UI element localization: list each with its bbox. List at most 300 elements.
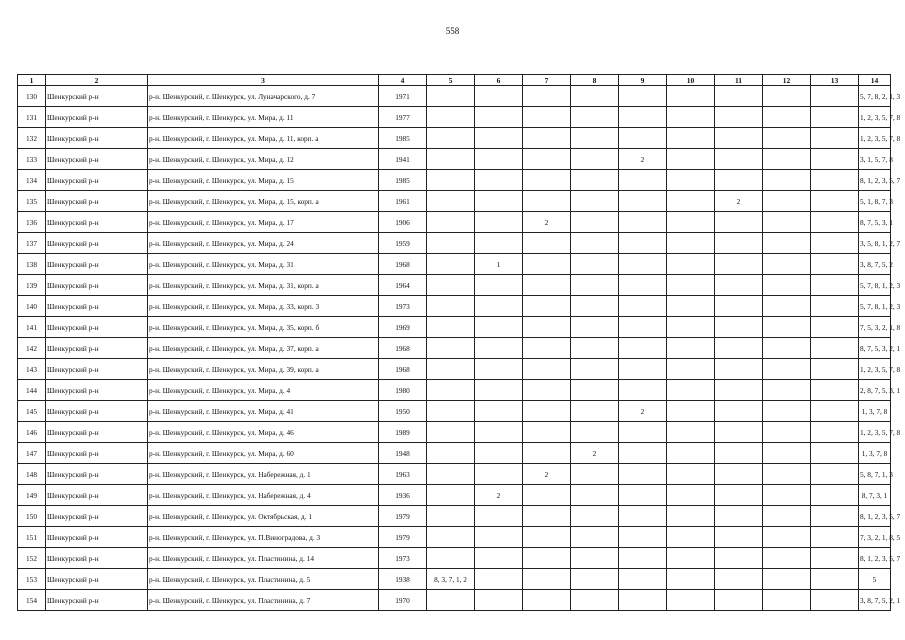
cell-district: Шенкурский р-н: [46, 191, 148, 212]
cell-row-number: 131: [18, 107, 46, 128]
cell-col-12: [763, 422, 811, 443]
cell-col-12: [763, 464, 811, 485]
cell-col-12: [763, 212, 811, 233]
cell-col-9: [619, 233, 667, 254]
cell-year-built: 1973: [379, 548, 427, 569]
cell-year-built: 1948: [379, 443, 427, 464]
cell-address: р-н. Шенкурский, г. Шенкурск, ул. Мира, д. 4: [148, 380, 379, 401]
cell-district: Шенкурский р-н: [46, 149, 148, 170]
cell-col-14: 8, 1, 2, 3, 5, 7: [859, 506, 891, 527]
cell-col-12: [763, 149, 811, 170]
cell-col-12: [763, 275, 811, 296]
cell-col-8: [571, 506, 619, 527]
cell-col-5: [427, 296, 475, 317]
cell-row-number: 138: [18, 254, 46, 275]
cell-row-number: 142: [18, 338, 46, 359]
cell-district: Шенкурский р-н: [46, 338, 148, 359]
cell-row-number: 143: [18, 359, 46, 380]
cell-col-13: [811, 401, 859, 422]
table-row: [18, 506, 891, 527]
cell-year-built: 1963: [379, 464, 427, 485]
cell-col-6: [475, 275, 523, 296]
cell-col-12: [763, 359, 811, 380]
cell-col-14: 5: [859, 569, 891, 590]
cell-address: р-н. Шенкурский, г. Шенкурск, ул. Мира, д. 11, корп. а: [148, 128, 379, 149]
cell-year-built: 1989: [379, 422, 427, 443]
cell-district: Шенкурский р-н: [46, 86, 148, 107]
cell-col-7: [523, 506, 571, 527]
cell-col-12: [763, 296, 811, 317]
cell-year-built: 1973: [379, 296, 427, 317]
cell-col-11: [715, 380, 763, 401]
cell-col-7: [523, 485, 571, 506]
table-row: [18, 401, 891, 422]
cell-col-12: [763, 485, 811, 506]
cell-col-9: [619, 464, 667, 485]
table-row: [18, 296, 891, 317]
cell-col-13: [811, 296, 859, 317]
cell-col-10: [667, 485, 715, 506]
cell-col-13: [811, 380, 859, 401]
cell-col-14: 5, 7, 8, 2, 1, 3: [859, 86, 891, 107]
cell-col-9: [619, 485, 667, 506]
cell-col-7: 2: [523, 464, 571, 485]
cell-year-built: 1980: [379, 380, 427, 401]
cell-address: р-н. Шенкурский, г. Шенкурск, ул. Мира, д. 46: [148, 422, 379, 443]
cell-col-10: [667, 170, 715, 191]
table-row: [18, 233, 891, 254]
cell-col-8: [571, 590, 619, 611]
cell-col-14: 5, 7, 8, 1, 2, 3: [859, 296, 891, 317]
cell-col-13: [811, 506, 859, 527]
cell-col-5: [427, 422, 475, 443]
cell-col-7: [523, 275, 571, 296]
cell-col-12: [763, 233, 811, 254]
cell-col-10: [667, 107, 715, 128]
cell-col-13: [811, 548, 859, 569]
table-row: [18, 590, 891, 611]
table-row: [18, 107, 891, 128]
cell-col-12: [763, 128, 811, 149]
page-number: 558: [445, 26, 460, 36]
cell-col-9: 2: [619, 149, 667, 170]
column-header-1: 1: [18, 75, 46, 86]
cell-col-8: [571, 149, 619, 170]
table-row: [18, 527, 891, 548]
cell-col-10: [667, 275, 715, 296]
cell-col-10: [667, 233, 715, 254]
cell-col-8: [571, 254, 619, 275]
column-header-4: 4: [379, 75, 427, 86]
cell-col-8: [571, 233, 619, 254]
cell-col-7: 2: [523, 212, 571, 233]
cell-col-8: [571, 359, 619, 380]
cell-col-6: [475, 317, 523, 338]
cell-col-7: [523, 128, 571, 149]
cell-col-7: [523, 590, 571, 611]
cell-district: Шенкурский р-н: [46, 548, 148, 569]
cell-col-6: [475, 569, 523, 590]
cell-year-built: 1969: [379, 317, 427, 338]
cell-address: р-н. Шенкурский, г. Шенкурск, ул. Набережная, д. 1: [148, 464, 379, 485]
cell-address: р-н. Шенкурский, г. Шенкурск, ул. Мира, д. 15: [148, 170, 379, 191]
cell-col-5: [427, 338, 475, 359]
cell-col-14: 7, 3, 2, 1, 8, 5: [859, 527, 891, 548]
cell-col-10: [667, 317, 715, 338]
cell-col-9: [619, 338, 667, 359]
cell-col-11: [715, 506, 763, 527]
cell-col-9: [619, 275, 667, 296]
cell-col-7: [523, 296, 571, 317]
cell-address: р-н. Шенкурский, г. Шенкурск, ул. Мира, д. 11: [148, 107, 379, 128]
cell-col-6: [475, 422, 523, 443]
cell-district: Шенкурский р-н: [46, 107, 148, 128]
cell-district: Шенкурский р-н: [46, 422, 148, 443]
cell-col-7: [523, 548, 571, 569]
cell-year-built: 1979: [379, 506, 427, 527]
cell-col-10: [667, 548, 715, 569]
cell-address: р-н. Шенкурский, г. Шенкурск, ул. Луначарского, д. 7: [148, 86, 379, 107]
cell-row-number: 137: [18, 233, 46, 254]
cell-col-5: [427, 317, 475, 338]
cell-col-5: [427, 254, 475, 275]
cell-col-12: [763, 170, 811, 191]
cell-col-11: [715, 485, 763, 506]
cell-col-13: [811, 527, 859, 548]
cell-col-12: [763, 191, 811, 212]
cell-col-6: [475, 86, 523, 107]
cell-col-9: [619, 317, 667, 338]
cell-col-14: 3, 1, 5, 7, 8: [859, 149, 891, 170]
cell-col-13: [811, 569, 859, 590]
cell-col-8: [571, 569, 619, 590]
cell-col-8: [571, 275, 619, 296]
cell-col-8: [571, 296, 619, 317]
cell-col-13: [811, 359, 859, 380]
table-row: [18, 338, 891, 359]
cell-row-number: 152: [18, 548, 46, 569]
cell-col-11: [715, 254, 763, 275]
cell-district: Шенкурский р-н: [46, 212, 148, 233]
cell-address: р-н. Шенкурский, г. Шенкурск, ул. Пластинина, д. 14: [148, 548, 379, 569]
cell-col-10: [667, 464, 715, 485]
cell-address: р-н. Шенкурский, г. Шенкурск, ул. Мира, д. 12: [148, 149, 379, 170]
cell-col-6: 1: [475, 254, 523, 275]
cell-row-number: 145: [18, 401, 46, 422]
cell-address: р-н. Шенкурский, г. Шенкурск, ул. Мира, д. 31: [148, 254, 379, 275]
cell-col-7: [523, 170, 571, 191]
cell-col-9: [619, 527, 667, 548]
cell-col-6: [475, 401, 523, 422]
cell-col-5: [427, 464, 475, 485]
cell-address: р-н. Шенкурский, г. Шенкурск, ул. Мира, д. 37, корп. а: [148, 338, 379, 359]
cell-col-6: [475, 107, 523, 128]
cell-col-14: 8, 1, 2, 3, 5, 7: [859, 170, 891, 191]
cell-row-number: 132: [18, 128, 46, 149]
cell-row-number: 144: [18, 380, 46, 401]
cell-col-13: [811, 422, 859, 443]
cell-year-built: 1941: [379, 149, 427, 170]
cell-col-10: [667, 443, 715, 464]
cell-col-7: [523, 422, 571, 443]
cell-col-6: [475, 149, 523, 170]
table-row: [18, 86, 891, 107]
cell-district: Шенкурский р-н: [46, 464, 148, 485]
table-row: [18, 275, 891, 296]
cell-district: Шенкурский р-н: [46, 569, 148, 590]
cell-district: Шенкурский р-н: [46, 296, 148, 317]
cell-district: Шенкурский р-н: [46, 527, 148, 548]
cell-col-14: 2, 8, 7, 5, 3, 1: [859, 380, 891, 401]
cell-col-8: [571, 170, 619, 191]
cell-col-11: [715, 296, 763, 317]
cell-address: р-н. Шенкурский, г. Шенкурск, ул. Пластинина, д. 7: [148, 590, 379, 611]
cell-col-13: [811, 170, 859, 191]
cell-col-12: [763, 86, 811, 107]
cell-row-number: 153: [18, 569, 46, 590]
cell-col-12: [763, 569, 811, 590]
cell-district: Шенкурский р-н: [46, 359, 148, 380]
cell-col-14: 3, 5, 8, 1, 2, 7: [859, 233, 891, 254]
cell-col-5: [427, 443, 475, 464]
cell-col-12: [763, 443, 811, 464]
cell-col-9: [619, 296, 667, 317]
cell-col-5: [427, 149, 475, 170]
cell-col-11: [715, 149, 763, 170]
cell-address: р-н. Шенкурский, г. Шенкурск, ул. Мира, д. 33, корп. 3: [148, 296, 379, 317]
cell-col-14: 8, 7, 5, 3, 2, 1: [859, 338, 891, 359]
cell-col-5: [427, 170, 475, 191]
cell-col-14: 8, 1, 2, 3, 5, 7: [859, 548, 891, 569]
cell-col-8: [571, 128, 619, 149]
cell-col-11: [715, 275, 763, 296]
cell-col-5: [427, 527, 475, 548]
cell-col-14: 1, 2, 3, 5, 7, 8: [859, 107, 891, 128]
cell-year-built: 1977: [379, 107, 427, 128]
table-body: [18, 86, 901, 611]
column-header-6: 6: [475, 75, 523, 86]
cell-col-11: [715, 317, 763, 338]
cell-col-12: [763, 590, 811, 611]
cell-col-11: [715, 170, 763, 191]
cell-row-number: 147: [18, 443, 46, 464]
cell-year-built: 1979: [379, 527, 427, 548]
cell-address: р-н. Шенкурский, г. Шенкурск, ул. Мира, д. 31, корп. а: [148, 275, 379, 296]
cell-district: Шенкурский р-н: [46, 590, 148, 611]
cell-col-7: [523, 254, 571, 275]
cell-col-14: 3, 8, 7, 5, 2: [859, 254, 891, 275]
cell-row-number: 135: [18, 191, 46, 212]
cell-col-10: [667, 527, 715, 548]
cell-col-11: [715, 86, 763, 107]
cell-year-built: 1938: [379, 569, 427, 590]
cell-col-13: [811, 86, 859, 107]
cell-col-6: [475, 128, 523, 149]
column-header-9: 9: [619, 75, 667, 86]
cell-col-11: [715, 590, 763, 611]
cell-col-10: [667, 401, 715, 422]
cell-district: Шенкурский р-н: [46, 401, 148, 422]
column-header-13: 13: [811, 75, 859, 86]
cell-year-built: 1971: [379, 86, 427, 107]
cell-col-13: [811, 464, 859, 485]
cell-col-6: [475, 548, 523, 569]
cell-col-12: [763, 338, 811, 359]
cell-address: р-н. Шенкурский, г. Шенкурск, ул. Мира, д. 24: [148, 233, 379, 254]
cell-col-8: [571, 338, 619, 359]
cell-col-14: 1, 2, 3, 5, 7, 8: [859, 422, 891, 443]
cell-col-6: [475, 359, 523, 380]
column-header-3: 3: [148, 75, 379, 86]
cell-address: р-н. Шенкурский, г. Шенкурск, ул. Мира, д. 15, корп. а: [148, 191, 379, 212]
cell-col-9: [619, 107, 667, 128]
cell-row-number: 130: [18, 86, 46, 107]
cell-col-9: [619, 86, 667, 107]
cell-col-10: [667, 254, 715, 275]
cell-col-12: [763, 254, 811, 275]
cell-col-7: [523, 338, 571, 359]
table-row: [18, 485, 891, 506]
cell-col-10: [667, 296, 715, 317]
cell-col-13: [811, 338, 859, 359]
cell-col-5: [427, 485, 475, 506]
cell-year-built: 1970: [379, 590, 427, 611]
cell-col-13: [811, 107, 859, 128]
cell-col-14: 1, 2, 3, 5, 7, 8: [859, 128, 891, 149]
table-row: [18, 212, 891, 233]
cell-col-13: [811, 233, 859, 254]
cell-col-6: [475, 338, 523, 359]
cell-col-6: [475, 590, 523, 611]
cell-col-6: [475, 170, 523, 191]
cell-col-14: 7, 5, 3, 2, 1, 8: [859, 317, 891, 338]
cell-year-built: 1950: [379, 401, 427, 422]
cell-col-11: [715, 359, 763, 380]
cell-col-7: [523, 380, 571, 401]
cell-col-8: [571, 401, 619, 422]
column-header-14: 14: [859, 75, 891, 86]
cell-col-6: [475, 527, 523, 548]
cell-row-number: 134: [18, 170, 46, 191]
cell-col-7: [523, 359, 571, 380]
cell-year-built: 1968: [379, 254, 427, 275]
cell-address: р-н. Шенкурский, г. Шенкурск, ул. Набережная, д. 4: [148, 485, 379, 506]
table-row: [18, 254, 891, 275]
cell-col-14: 3, 8, 7, 5, 2, 1: [859, 590, 891, 611]
cell-col-14: 1, 2, 3, 5, 7, 8: [859, 359, 891, 380]
cell-col-6: [475, 233, 523, 254]
cell-col-5: 8, 3, 7, 1, 2: [427, 569, 475, 590]
cell-col-13: [811, 254, 859, 275]
cell-address: р-н. Шенкурский, г. Шенкурск, ул. Мира, д. 60: [148, 443, 379, 464]
table-row: [18, 548, 891, 569]
cell-col-9: [619, 443, 667, 464]
cell-col-9: [619, 548, 667, 569]
cell-col-5: [427, 128, 475, 149]
cell-col-11: [715, 422, 763, 443]
cell-col-7: [523, 233, 571, 254]
cell-col-9: [619, 380, 667, 401]
cell-district: Шенкурский р-н: [46, 254, 148, 275]
cell-col-10: [667, 590, 715, 611]
cell-col-9: [619, 422, 667, 443]
cell-col-5: [427, 359, 475, 380]
housing-register-table: [17, 74, 901, 611]
cell-year-built: 1985: [379, 128, 427, 149]
cell-row-number: 151: [18, 527, 46, 548]
cell-col-6: [475, 191, 523, 212]
cell-col-10: [667, 212, 715, 233]
cell-year-built: 1906: [379, 212, 427, 233]
cell-col-5: [427, 380, 475, 401]
cell-col-6: [475, 380, 523, 401]
cell-year-built: 1968: [379, 359, 427, 380]
cell-col-10: [667, 422, 715, 443]
cell-col-11: [715, 443, 763, 464]
column-header-12: 12: [763, 75, 811, 86]
cell-col-8: [571, 485, 619, 506]
cell-col-6: [475, 212, 523, 233]
cell-row-number: 149: [18, 485, 46, 506]
column-header-2: 2: [46, 75, 148, 86]
cell-col-11: [715, 338, 763, 359]
cell-col-14: 5, 8, 7, 1, 3: [859, 464, 891, 485]
cell-row-number: 148: [18, 464, 46, 485]
cell-col-12: [763, 380, 811, 401]
cell-col-11: [715, 107, 763, 128]
cell-col-7: [523, 443, 571, 464]
cell-col-7: [523, 569, 571, 590]
cell-col-7: [523, 191, 571, 212]
cell-col-6: [475, 506, 523, 527]
cell-col-8: [571, 422, 619, 443]
table-row: [18, 380, 891, 401]
table-row: [18, 359, 891, 380]
table-row: [18, 128, 891, 149]
cell-district: Шенкурский р-н: [46, 128, 148, 149]
table-header: [18, 75, 891, 86]
cell-col-14: 8, 7, 5, 3, 1: [859, 212, 891, 233]
cell-col-5: [427, 191, 475, 212]
cell-year-built: 1968: [379, 338, 427, 359]
cell-col-14: 1, 3, 7, 8: [859, 443, 891, 464]
cell-col-6: [475, 296, 523, 317]
cell-row-number: 133: [18, 149, 46, 170]
cell-col-11: [715, 233, 763, 254]
cell-col-10: [667, 506, 715, 527]
column-header-5: 5: [427, 75, 475, 86]
cell-district: Шенкурский р-н: [46, 317, 148, 338]
cell-col-13: [811, 212, 859, 233]
cell-address: р-н. Шенкурский, г. Шенкурск, ул. Мира, д. 41: [148, 401, 379, 422]
cell-district: Шенкурский р-н: [46, 275, 148, 296]
cell-col-10: [667, 359, 715, 380]
table-row: [18, 317, 891, 338]
cell-row-number: 146: [18, 422, 46, 443]
cell-col-13: [811, 128, 859, 149]
cell-col-11: [715, 464, 763, 485]
cell-col-13: [811, 191, 859, 212]
cell-col-5: [427, 86, 475, 107]
cell-col-5: [427, 233, 475, 254]
cell-col-9: [619, 212, 667, 233]
cell-col-14: 5, 1, 8, 7, 3: [859, 191, 891, 212]
cell-col-5: [427, 590, 475, 611]
cell-col-11: [715, 548, 763, 569]
column-header-11: 11: [715, 75, 763, 86]
cell-year-built: 1959: [379, 233, 427, 254]
cell-col-11: [715, 569, 763, 590]
